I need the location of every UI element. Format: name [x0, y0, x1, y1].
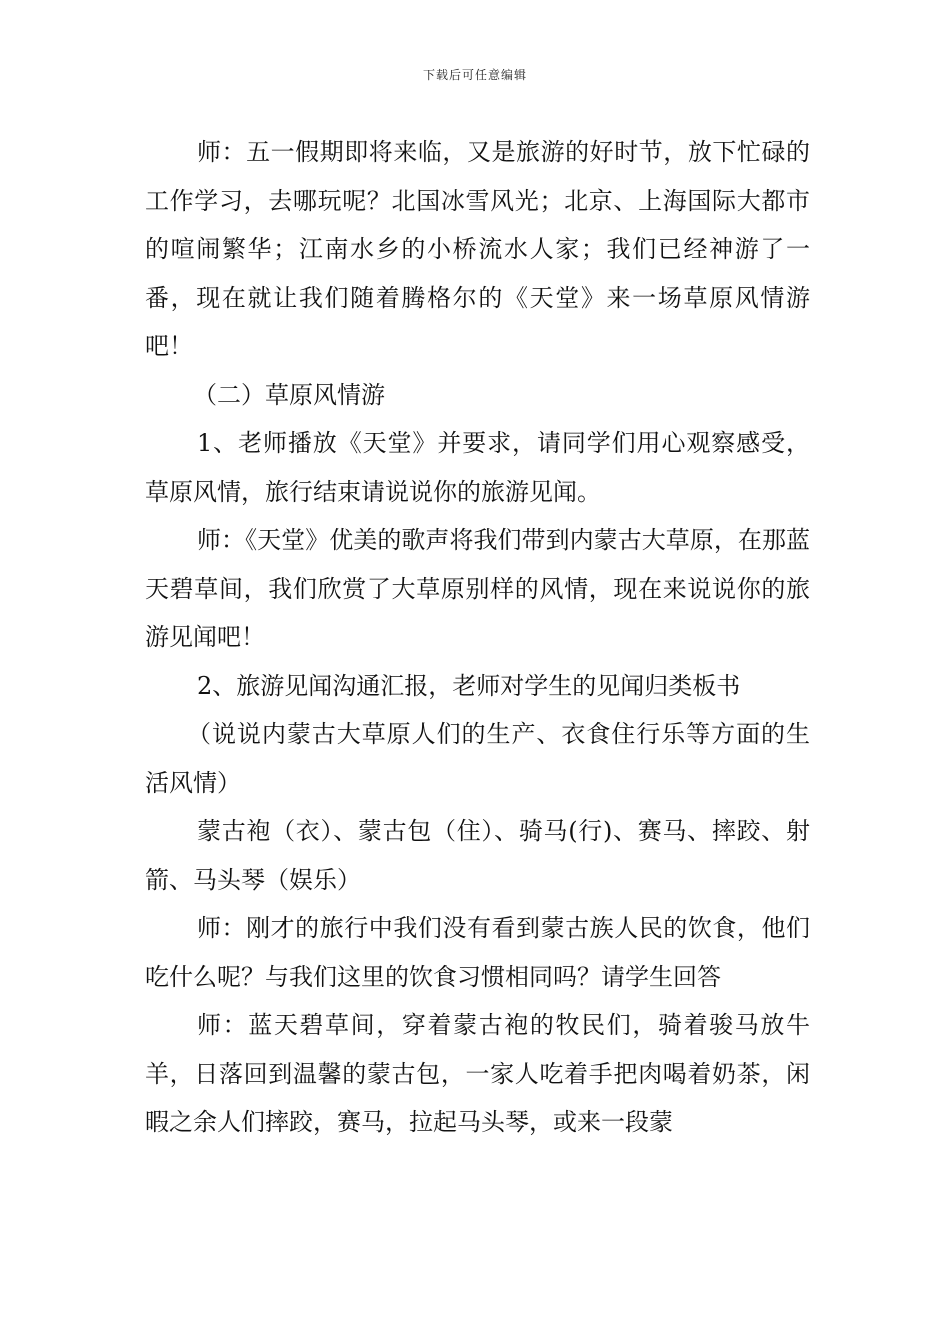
paragraph-teacher-food-question: 师：刚才的旅行中我们没有看到蒙古族人民的饮食，他们吃什么呢？与我们这里的饮食习惯相同吗？请学生回答	[145, 914, 810, 991]
page-header: 下载后可任意编辑	[422, 68, 527, 82]
paragraph-board-list: 蒙古袍（衣）、蒙古包（住）、骑马(行)、赛马、摔跤、射箭、马头琴（娱乐）	[145, 817, 810, 894]
document-body	[145, 128, 810, 1147]
paragraph-step-2: 2、旅游见闻沟通汇报，老师对学生的见闻归类板书	[197, 671, 741, 700]
paragraph-teacher-summary: 师：蓝天碧草间，穿着蒙古袍的牧民们，骑着骏马放牛羊，日落回到温馨的蒙古包，一家人吃着手把肉喝着奶茶，闲暇之余人们摔跤，赛马，拉起马头琴，或来一段蒙	[145, 1011, 810, 1136]
paragraph-note-lifestyle: （说说内蒙古大草原人们的生产、衣食住行乐等方面的生活风情）	[145, 720, 810, 797]
paragraph-step-1: 1、老师播放《天堂》并要求，请同学们用心观察感受，草原风情，旅行结束请说说你的旅游见闻。	[145, 429, 810, 506]
paragraph-teacher-intro: 师：五一假期即将来临，又是旅游的好时节，放下忙碌的工作学习，去哪玩呢？北国冰雪风光；北京、上海国际大都市的喧闹繁华；江南水乡的小桥流水人家；我们已经神游了一番，现在就让我们随着腾格尔的《天堂》来一场草原风情游吧！	[145, 138, 810, 360]
section-heading-grassland-tour: （二）草原风情游	[193, 380, 385, 409]
paragraph-teacher-song: 师：《天堂》优美的歌声将我们带到内蒙古大草原，在那蓝天碧草间，我们欣赏了大草原别样的风情，现在来说说你的旅游见闻吧！	[145, 526, 810, 651]
